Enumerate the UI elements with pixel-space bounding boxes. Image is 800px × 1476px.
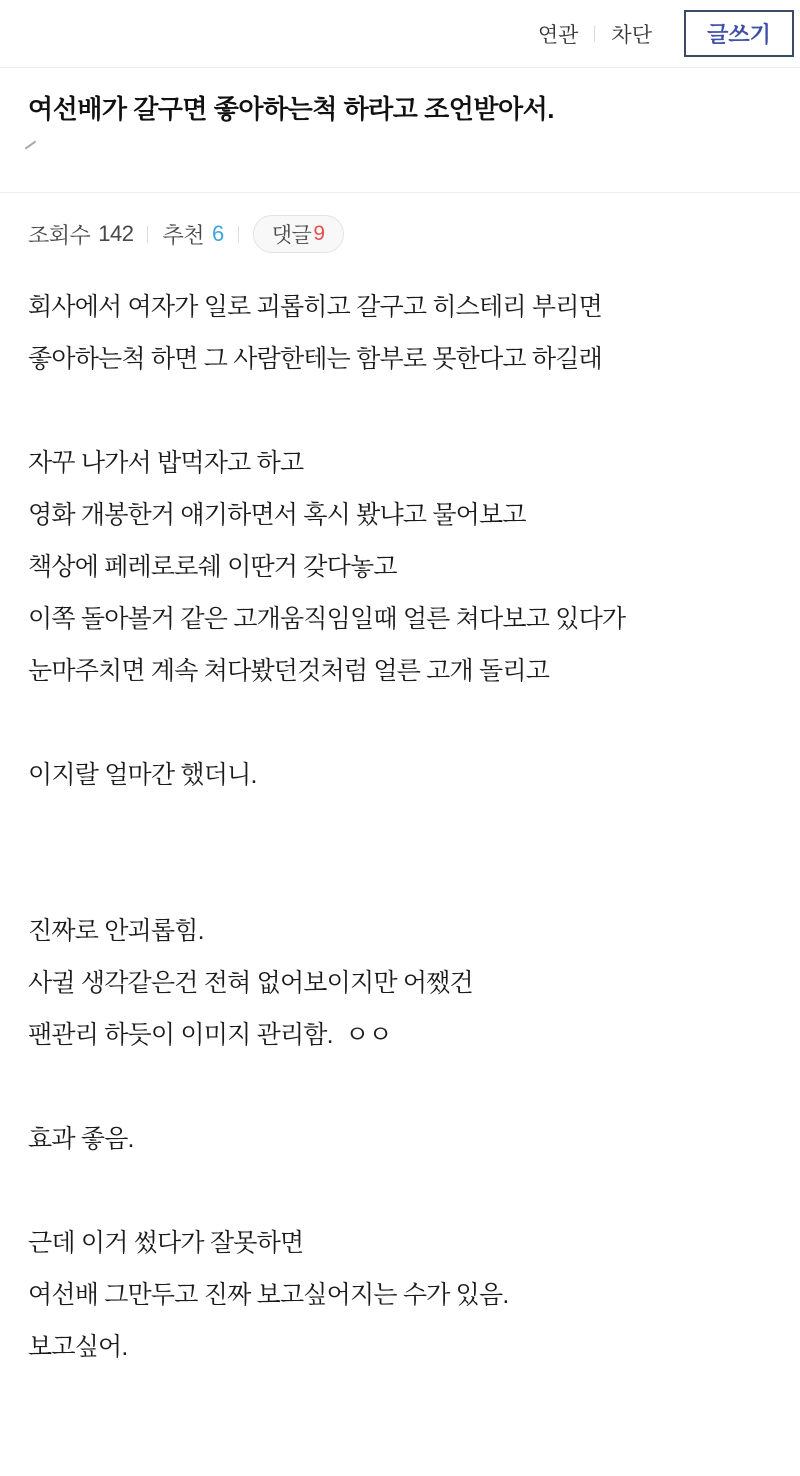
block-button[interactable]: 차단 <box>609 15 654 53</box>
body-line-blank <box>28 697 772 749</box>
views-label: 조회수 <box>28 222 91 248</box>
body-line-blank <box>28 853 772 905</box>
body-line: 근데 이거 썼다가 잘못하면 <box>28 1229 304 1257</box>
body-line: 이지랄 얼마간 했더니. <box>28 761 257 789</box>
body-line: 회사에서 여자가 일로 괴롭히고 갈구고 히스테리 부리면 <box>28 293 602 321</box>
post-stats-row <box>0 193 800 267</box>
body-line: 여선배 그만두고 진짜 보고싶어지는 수가 있음. <box>28 1281 509 1309</box>
body-line: 보고싶어. <box>28 1333 128 1361</box>
comments-label: 댓글 <box>271 224 312 247</box>
views-count: 142 <box>98 221 134 246</box>
body-line: 눈마주치면 계속 쳐다봤던것처럼 얼른 고개 돌리고 <box>28 657 550 685</box>
likes-label: 추천 <box>162 222 204 248</box>
related-posts-button[interactable]: 연관 <box>536 15 581 53</box>
body-line: 사귈 생각같은건 전혀 없어보이지만 어쨌건 <box>28 969 473 997</box>
body-line: 효과 좋음. <box>28 1125 134 1153</box>
post-body <box>0 267 800 1413</box>
post-title: 여선배가 갈구면 좋아하는척 하라고 조언받아서. <box>28 94 554 124</box>
body-line-blank <box>28 1061 772 1113</box>
body-line-blank <box>28 1165 772 1217</box>
body-line: 좋아하는척 하면 그 사람한테는 함부로 못한다고 하길래 <box>28 345 602 373</box>
top-action-bar <box>0 0 800 68</box>
body-line: 자꾸 나가서 밥먹자고 하고 <box>28 449 304 477</box>
topbar-actions <box>536 10 794 57</box>
views-stat <box>28 219 133 250</box>
comments-badge[interactable] <box>253 215 344 253</box>
body-line: 이쪽 돌아볼거 같은 고개움직임일때 얼른 쳐다보고 있다가 <box>28 605 626 633</box>
body-line-blank <box>28 385 772 437</box>
body-line-blank <box>28 801 772 853</box>
comments-count: 9 <box>313 222 325 245</box>
stats-separator <box>147 226 148 243</box>
post-title-block <box>0 68 800 193</box>
likes-count: 6 <box>212 221 224 246</box>
likes-stat <box>162 219 223 250</box>
body-line: 영화 개봉한거 얘기하면서 혹시 봤냐고 물어보고 <box>28 501 526 529</box>
stray-mark <box>25 140 37 149</box>
stats-separator <box>238 226 239 243</box>
body-line: 팬관리 하듯이 이미지 관리함. ㅇㅇ <box>28 1021 392 1049</box>
write-post-button[interactable]: 글쓰기 <box>684 10 794 57</box>
topbar-separator <box>594 26 595 42</box>
body-line: 책상에 페레로로쉐 이딴거 갖다놓고 <box>28 553 397 581</box>
body-line: 진짜로 안괴롭힘. <box>28 917 204 945</box>
